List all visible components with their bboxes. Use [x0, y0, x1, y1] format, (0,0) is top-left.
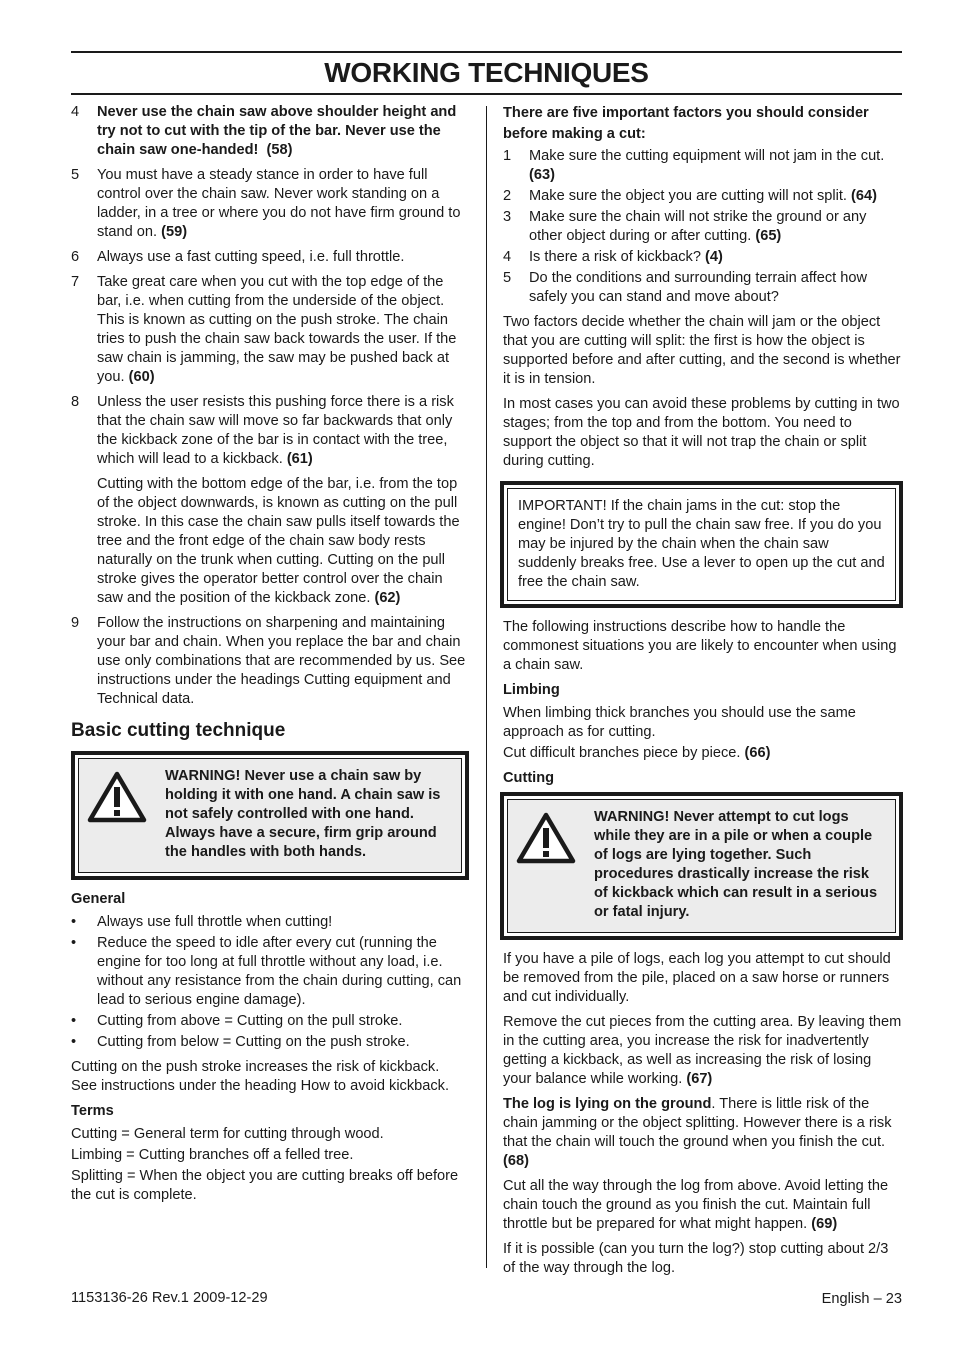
limbing-heading: Limbing: [503, 682, 560, 698]
list-item: • Cutting from below = Cutting on the push stroke.: [71, 1034, 410, 1050]
item-number: 8: [71, 394, 80, 410]
section-heading: Basic cutting technique: [71, 720, 286, 741]
list-item: • Reduce the speed to idle after every cut (running the engine for too long at full throttle without any load, i.e. without any resistance from the chain during cutting, can lead to serious engine damage).: [71, 935, 462, 1008]
cut-through-paragraph: Cut all the way through the log from above. Avoid letting the chain touch the ground as you finish the cut. Maintain full throttle but be prepared for what might happen. (69): [503, 1178, 889, 1232]
item-text: Never use the chain saw above shoulder height and try not to cut with the tip of the bar. Never use the chain saw one-handed! (58): [97, 104, 457, 158]
right-column: [503, 103, 903, 1284]
two-stages-paragraph: In most cases you can avoid these problems by cutting in two stages; from the top and from the bottom. You need to support the object so that it will not trap the chain or split during cutting.: [503, 396, 900, 469]
warning-triangle-icon: [516, 808, 594, 922]
limbing-text: When limbing thick branches you should use the same approach as for cutting.: [503, 705, 856, 740]
item-number: 9: [71, 615, 80, 631]
document-id: 1153136-26 Rev.1 2009-12-29: [71, 1290, 268, 1306]
page-number: English – 23: [821, 1291, 902, 1307]
item-text: Take great care when you cut with the top edge of the bar, i.e. when cutting from the underside of the object. This is known as cutting on the push stroke. The chain tries to push the chain saw back towards the user. If the saw chain is jamming, the saw may be pushed back at you. (60): [97, 274, 457, 385]
item-number: 6: [71, 249, 80, 265]
cutting-heading: Cutting: [503, 770, 555, 786]
instructions-paragraph: The following instructions describe how to handle the commonest situations you are likely to encounter when using a chain saw.: [503, 619, 897, 673]
item-text: You must have a steady stance in order to have full control over the chain saw. Never work standing on a ladder, in a tree or where you do not have firm ground to stand on. (59): [97, 167, 461, 240]
term-cutting: Cutting = General term for cutting through wood.: [71, 1126, 384, 1142]
jam-split-paragraph: Two factors decide whether the chain will jam or the object that you are cutting will split: the first is how the object is supported before and after cutting, and the second is whether it is in tension.: [503, 314, 901, 387]
warning-text: WARNING! Never attempt to cut logs while they are in a pile or when a couple of logs are lying together. Such procedures drastically increase the risk of kickback which can result in a serious or fatal injury.: [594, 809, 878, 920]
two-thirds-paragraph: If it is possible (can you turn the log?) stop cutting about 2/3 of the way through the log.: [503, 1241, 889, 1276]
term-limbing: Limbing = Cutting branches off a felled tree.: [71, 1147, 354, 1163]
important-text: IMPORTANT! If the chain jams in the cut: stop the engine! Don’t try to pull the chain saw free. If you do you may be injured by the chain when the chain saw suddenly breaks free. Use a lever to open up the cut and free the chain saw.: [507, 488, 896, 601]
general-heading: General: [71, 891, 126, 907]
warning-text: WARNING! Never use a chain saw by holding it with one hand. A chain saw is not safely controlled with one hand. Always have a secure, firm grip around the handles with both hands.: [165, 768, 441, 860]
list-item: • Cutting from above = Cutting on the pull stroke.: [71, 1013, 403, 1029]
limbing-text-2: Cut difficult branches piece by piece. (66): [503, 745, 771, 761]
item-text: Always use a fast cutting speed, i.e. full throttle.: [97, 249, 405, 265]
warning-box: [71, 751, 469, 880]
important-box: [500, 481, 903, 608]
item-number: 4: [71, 104, 80, 120]
list-item: 1 Make sure the cutting equipment will not jam in the cut. (63): [503, 148, 885, 183]
list-item: 3 Make sure the chain will not strike the ground or any other object during or after cutting. (65): [503, 209, 867, 244]
list-item: [71, 103, 469, 160]
list-item: 5 Do the conditions and surrounding terrain affect how safely you can stand and move about?: [503, 270, 868, 305]
factors-intro: There are five important factors you should consider before making a cut:: [503, 105, 869, 142]
page-title: WORKING TECHNIQUES: [324, 57, 649, 88]
remove-pieces-paragraph: Remove the cut pieces from the cutting area. By leaving them in the cutting area, you increase the risk for inadvertently getting a kickback, as well as increasing the risk of losing your balance while working. (67): [503, 1014, 902, 1087]
list-item: [71, 248, 469, 267]
header-rule-bottom: [71, 93, 902, 95]
warning-triangle-icon: [87, 767, 165, 862]
item-number: 5: [71, 167, 80, 183]
item-number: 7: [71, 274, 80, 290]
item-text: Follow the instructions on sharpening and maintaining your bar and chain. When you replace the bar and chain use only combinations that are recommended by us. See instructions under the headings Cutting equipment and Technical data.: [97, 615, 466, 707]
column-divider: [486, 106, 487, 1268]
pile-paragraph: If you have a pile of logs, each log you attempt to cut should be removed from the pile, placed on a saw horse or runners and cut individually.: [503, 951, 891, 1005]
header-rule-top: [71, 51, 902, 53]
ground-paragraph: The log is lying on the ground. There is little risk of the chain jamming or the object splitting. However there is a risk that the chain will touch the ground when you finish the cut. (68): [503, 1096, 892, 1169]
list-item: [71, 393, 469, 469]
list-item: [71, 166, 469, 242]
list-item: [71, 614, 469, 709]
push-stroke-paragraph: Cutting on the push stroke increases the risk of kickback. See instructions under the heading How to avoid kickback.: [71, 1059, 450, 1094]
item-text: Unless the user resists this pushing force there is a risk that the chain saw will move so far backwards that only the kickback zone of the bar is in contact with the tree, which will lead to a kickback. (61): [97, 394, 454, 467]
list-item: [71, 273, 469, 387]
terms-heading: Terms: [71, 1103, 114, 1119]
list-item: 2 Make sure the object you are cutting will not split. (64): [503, 188, 877, 204]
pull-stroke-paragraph: Cutting with the bottom edge of the bar, i.e. from the top of the object downwards, is known as cutting on the pull stroke. In this case the chain saw pulls itself towards the tree and the front edge of the chain saw body rests naturally on the trunk when cutting. Cutting on the pull stroke gives the operator better control over the chain saw and the position of the kickback zone. (62): [97, 476, 460, 606]
list-item: • Always use full throttle when cutting!: [71, 914, 333, 930]
left-column: [71, 103, 469, 1211]
term-splitting: Splitting = When the object you are cutting breaks off before the cut is complete.: [71, 1168, 459, 1203]
list-item: 4 Is there a risk of kickback? (4): [503, 249, 723, 265]
warning-box: [500, 792, 903, 940]
